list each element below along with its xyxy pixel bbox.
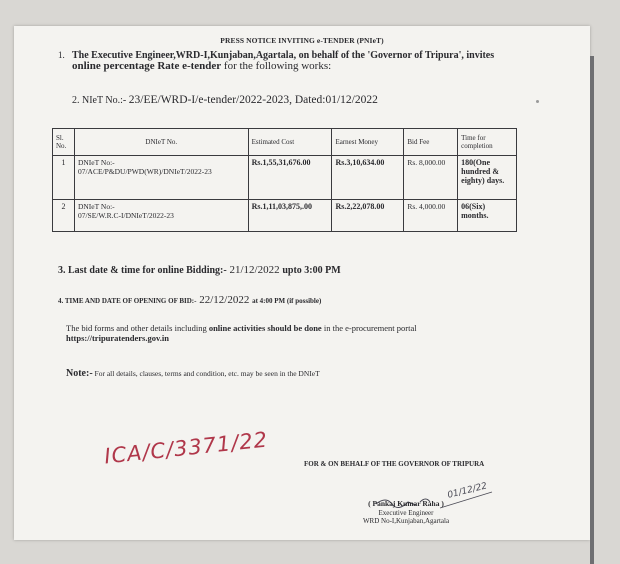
paragraph-2	[72, 94, 378, 106]
row-2-dniet	[74, 200, 248, 232]
bidding-deadline-time: upto 3:00 PM	[282, 265, 341, 276]
row-1-dniet-label: DNIeT No:-	[77, 158, 115, 167]
row-2-dniet-label: DNIeT No:-	[77, 202, 115, 211]
signature-date: 01/12/22	[446, 481, 489, 501]
works-table	[52, 128, 517, 232]
row-1-dniet-number: 07/ACE/P&DU/PWD(WR)/DNIeT/2022-23	[77, 167, 212, 176]
header-emd: Earnest Money	[332, 129, 404, 156]
header-time: Time for completion	[458, 129, 517, 156]
signatory-name: ( Pankaj Kumar Raha )	[368, 499, 444, 508]
paragraph-4	[58, 294, 321, 306]
bidding-deadline-date: 21/12/2022	[226, 264, 283, 276]
handwritten-reference: ICA/C/3371/22	[103, 427, 270, 469]
table-row	[53, 156, 517, 200]
signatory-office: WRD No-I,Kunjaban,Agartala	[362, 517, 450, 525]
row-2-emd: Rs.2,22,078.00	[332, 200, 404, 232]
bidding-deadline-label: 3. Last date & time for online Bidding:-	[58, 265, 227, 276]
bid-opening-label: 4. TIME AND DATE OF OPENING OF BID:-	[58, 297, 197, 305]
bid-forms-text: The bid forms and other details including	[66, 323, 209, 333]
niet-label: 2. NIeT No.:-	[72, 95, 127, 106]
row-1-fee: Rs. 8,000.00	[404, 156, 458, 200]
signatory-block	[346, 500, 466, 526]
document-page	[14, 26, 590, 540]
table-header-row	[53, 129, 517, 156]
paragraph-1-bold2: online percentage Rate e-tender	[72, 60, 222, 72]
row-1-time: 180(One hundred & eighty) days.	[458, 156, 517, 200]
bid-forms-tail: in the e-procurement portal	[321, 323, 417, 333]
bid-forms-bold: online activities should be done	[208, 323, 322, 333]
row-2-fee: Rs. 4,000.00	[404, 200, 458, 232]
row-2-time: 06(Six) months.	[458, 200, 517, 232]
paragraph-1-tail: for the following works:	[221, 60, 332, 72]
row-1-dniet	[74, 156, 248, 200]
bid-opening-time: at 4:00 PM (if possible)	[252, 297, 322, 305]
paragraph-1-number: 1.	[58, 50, 65, 60]
row-2-cost: Rs.1,11,03,875,.00	[248, 200, 332, 232]
page-edge	[590, 56, 594, 564]
header-sl: Sl. No.	[53, 129, 75, 156]
paragraph-3	[58, 264, 341, 276]
notice-heading: PRESS NOTICE INVITING e-TENDER (PNIeT)	[220, 36, 384, 45]
note-label: Note:-	[66, 368, 93, 379]
portal-link[interactable]: https://tripuratenders.gov.in	[66, 333, 169, 343]
row-1-sl: 1	[53, 156, 75, 200]
row-2-sl: 2	[53, 200, 75, 232]
niet-reference: 23/EE/WRD-I/e-tender/2022-2023, Dated:01/12/2022	[128, 94, 378, 106]
header-fee: Bid Fee	[404, 129, 458, 156]
header-cost: Estimated Cost	[248, 129, 332, 156]
row-1-emd: Rs.3,10,634.00	[332, 156, 404, 200]
signatory-title: Executive Engineer	[378, 508, 434, 517]
note-text: For all details, clauses, terms and condition, etc. may be seen in the DNIeT	[92, 369, 320, 378]
paragraph-1	[58, 50, 542, 72]
bid-opening-date: 22/12/2022	[196, 294, 253, 306]
paragraph-note	[66, 368, 320, 379]
header-dniet: DNIeT No.	[74, 129, 248, 156]
paragraph-5	[66, 323, 536, 343]
row-2-dniet-number: 07/SE/W.R.C-I/DNIeT/2022-23	[77, 211, 174, 220]
table-row	[53, 200, 517, 232]
paper-speck	[536, 100, 539, 103]
on-behalf-line: FOR & ON BEHALF OF THE GOVERNOR OF TRIPURA	[304, 460, 485, 468]
row-1-cost: Rs.1,55,31,676.00	[248, 156, 332, 200]
paragraph-1-bold: The Executive Engineer,WRD-I,Kunjaban,Agartala, on behalf of the 'Governor of Tripura', invites	[72, 50, 495, 61]
